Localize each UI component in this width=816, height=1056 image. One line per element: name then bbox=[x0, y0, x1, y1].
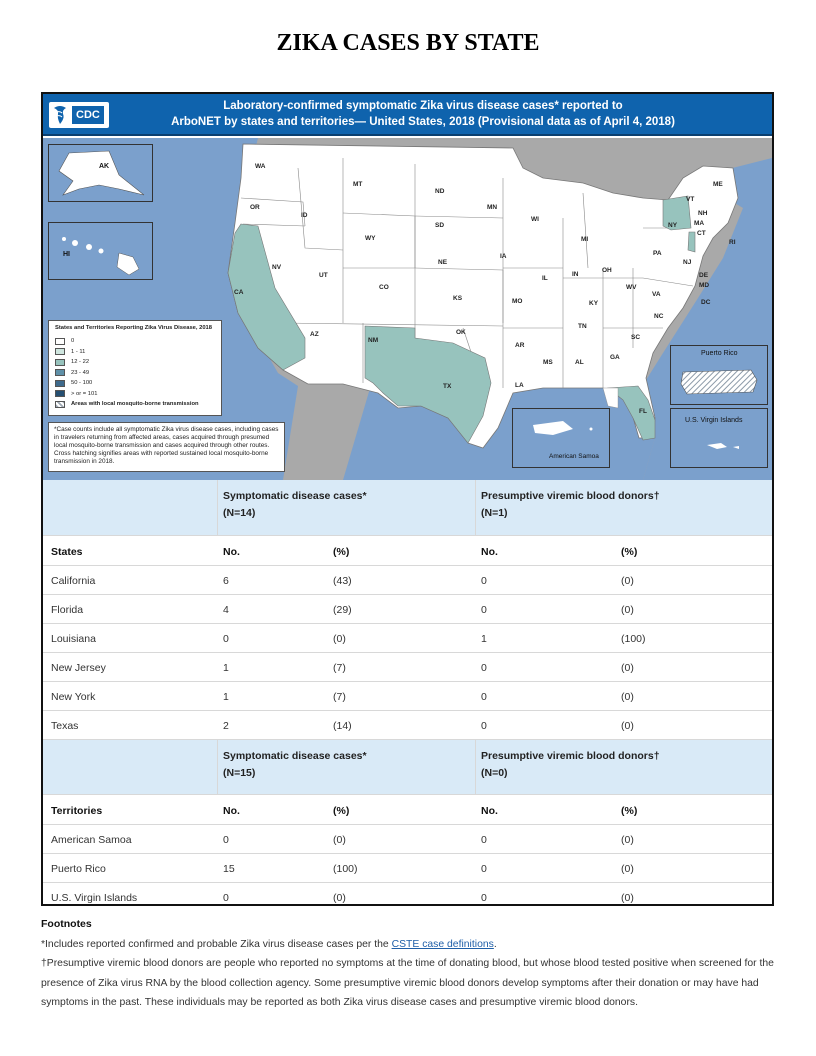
legend-item bbox=[55, 347, 215, 358]
state-label-ky: KY bbox=[589, 300, 599, 307]
puerto-rico-shape bbox=[671, 346, 767, 404]
cases-pct: (7) bbox=[333, 691, 346, 703]
cases-pct: (0) bbox=[333, 892, 346, 904]
legend-item bbox=[55, 336, 215, 347]
state-label-nm: NM bbox=[368, 337, 379, 344]
state-label-tn: TN bbox=[578, 323, 587, 330]
state-label-al: AL bbox=[575, 359, 584, 366]
territories-column-header-row bbox=[43, 794, 772, 824]
table-row bbox=[43, 710, 772, 739]
states-header-row bbox=[43, 480, 772, 535]
cases-no-header: No. bbox=[223, 805, 240, 817]
table-row bbox=[43, 594, 772, 623]
state-label-ga: GA bbox=[610, 354, 620, 361]
american-samoa-inset bbox=[512, 408, 610, 468]
donors-pct: (0) bbox=[621, 662, 634, 674]
group-header-count: (N=1) bbox=[481, 507, 508, 519]
legend-item bbox=[55, 357, 215, 368]
cases-pct: (14) bbox=[333, 720, 352, 732]
legend-item bbox=[55, 389, 215, 400]
state-label-pa: PA bbox=[653, 250, 662, 257]
state-label-vt: VT bbox=[686, 196, 695, 203]
donors-no: 0 bbox=[481, 604, 487, 616]
donors-no: 1 bbox=[481, 633, 487, 645]
state-label-sc: SC bbox=[631, 334, 641, 341]
legend-label: 50 - 100 bbox=[71, 380, 93, 387]
group-header-count: (N=0) bbox=[481, 767, 508, 779]
group-header-line: Symptomatic disease cases* bbox=[223, 750, 367, 762]
state-label-wy: WY bbox=[365, 235, 376, 242]
cases-no: 0 bbox=[223, 834, 229, 846]
legend-swatch bbox=[55, 369, 65, 376]
state-label-wa: WA bbox=[255, 163, 266, 170]
cases-table bbox=[43, 480, 772, 911]
state-label-fl: FL bbox=[639, 408, 647, 415]
footnote-1-text: *Includes reported confirmed and probable Zika virus disease cases per the bbox=[41, 938, 392, 950]
state-label-ny: NY bbox=[668, 222, 678, 229]
group-header-line: Symptomatic disease cases* bbox=[223, 490, 367, 502]
cases-pct: (0) bbox=[333, 633, 346, 645]
state-label-or: OR bbox=[250, 204, 260, 211]
cases-pct: (0) bbox=[333, 834, 346, 846]
state-name: California bbox=[51, 575, 96, 587]
cases-pct: (29) bbox=[333, 604, 352, 616]
state-label-ks: KS bbox=[453, 295, 463, 302]
group-header-line: Presumptive viremic blood donors† bbox=[481, 490, 660, 502]
territories-column-label: Territories bbox=[51, 805, 103, 817]
states-column-label: States bbox=[51, 546, 83, 558]
donors-no: 0 bbox=[481, 691, 487, 703]
state-label-ct: CT bbox=[697, 230, 706, 237]
legend-item bbox=[55, 378, 215, 389]
donors-pct-header: (%) bbox=[621, 546, 638, 558]
donors-no: 0 bbox=[481, 892, 487, 904]
territories-rows bbox=[43, 824, 772, 911]
cases-no: 0 bbox=[223, 892, 229, 904]
virgin-islands-inset bbox=[670, 408, 768, 468]
state-label-mt: MT bbox=[353, 181, 363, 188]
donors-pct: (0) bbox=[621, 863, 634, 875]
state-label-co: CO bbox=[379, 284, 389, 291]
hawaii-inset bbox=[48, 222, 153, 280]
page-title: ZIKA CASES BY STATE bbox=[276, 30, 540, 56]
table-row bbox=[43, 824, 772, 853]
cdc-figure bbox=[41, 92, 774, 906]
state-label-nc: NC bbox=[654, 313, 664, 320]
figure-banner bbox=[43, 94, 772, 136]
cases-pct: (100) bbox=[333, 863, 358, 875]
donors-pct-header: (%) bbox=[621, 805, 638, 817]
virgin-islands-shape bbox=[671, 409, 767, 467]
legend-swatch bbox=[55, 390, 65, 397]
map-legend bbox=[48, 320, 222, 416]
state-label-ia: IA bbox=[500, 253, 507, 260]
cases-pct-header: (%) bbox=[333, 805, 350, 817]
figure-title-line2: ArboNET by states and territories— United States, 2018 (Provisional data as of April 4, 2018) bbox=[171, 116, 675, 128]
cases-no-header: No. bbox=[223, 546, 240, 558]
cases-no: 1 bbox=[223, 691, 229, 703]
territory-name: American Samoa bbox=[51, 834, 132, 846]
donors-no-header: No. bbox=[481, 546, 498, 558]
legend-swatch bbox=[55, 380, 65, 387]
state-label-hi: HI bbox=[63, 251, 70, 258]
state-label-ut: UT bbox=[319, 272, 328, 279]
state-name: Florida bbox=[51, 604, 84, 616]
virgin-islands-label: U.S. Virgin Islands bbox=[685, 417, 743, 424]
legend-item bbox=[55, 399, 215, 410]
legend-label: 23 - 49 bbox=[71, 369, 90, 376]
cases-no: 0 bbox=[223, 633, 229, 645]
state-label-ok: OK bbox=[456, 329, 466, 336]
alaska-inset bbox=[48, 144, 153, 202]
cases-pct: (43) bbox=[333, 575, 352, 587]
states-rows bbox=[43, 565, 772, 739]
table-row bbox=[43, 565, 772, 594]
state-label-wv: WV bbox=[626, 284, 637, 291]
figure-title bbox=[143, 98, 703, 130]
legend-swatch bbox=[55, 359, 65, 366]
state-label-nv: NV bbox=[272, 264, 282, 271]
donors-pct: (0) bbox=[621, 575, 634, 587]
states-cases-group-header bbox=[223, 488, 367, 522]
donors-pct: (0) bbox=[621, 691, 634, 703]
puerto-rico-inset bbox=[670, 345, 768, 405]
cdc-logo bbox=[49, 102, 109, 128]
cases-no: 1 bbox=[223, 662, 229, 674]
case-count-note: *Case counts include all symptomatic Zika virus disease cases, including cases in travelers returning from affected areas, cases acquired through presumed local mosquito-borne transmission and cases acquired through other routes. Cross hatching signifies areas with reported sustained local mosquito-borne transmission in 2018. bbox=[48, 422, 285, 472]
cases-no: 2 bbox=[223, 720, 229, 732]
state-label-mo: MO bbox=[512, 298, 523, 305]
table-row bbox=[43, 623, 772, 652]
cases-no: 6 bbox=[223, 575, 229, 587]
state-label-nj: NJ bbox=[683, 259, 692, 266]
state-name: Texas bbox=[51, 720, 79, 732]
state-label-ms: MS bbox=[543, 359, 553, 366]
state-label-ma: MA bbox=[694, 220, 705, 227]
donors-pct: (0) bbox=[621, 834, 634, 846]
legend-swatch bbox=[55, 338, 65, 345]
group-header-line: Presumptive viremic blood donors† bbox=[481, 750, 660, 762]
table-row bbox=[43, 853, 772, 882]
puerto-rico-label: Puerto Rico bbox=[701, 350, 738, 357]
cdc-logo-text: CDC bbox=[72, 106, 104, 124]
footnote-1-suffix: . bbox=[493, 938, 497, 950]
donors-pct: (0) bbox=[621, 720, 634, 732]
state-label-ca: CA bbox=[234, 289, 244, 296]
us-map bbox=[43, 138, 772, 480]
legend-swatch-hatched bbox=[55, 401, 65, 408]
legend-label: 1 - 11 bbox=[71, 348, 86, 355]
states-column-header-row bbox=[43, 535, 772, 565]
new-jersey-shape bbox=[688, 232, 695, 252]
state-label-ne: NE bbox=[438, 259, 448, 266]
footnotes-title: Footnotes bbox=[41, 918, 92, 930]
donors-pct: (0) bbox=[621, 604, 634, 616]
legend-label: 12 - 22 bbox=[71, 359, 90, 366]
state-name: New York bbox=[51, 691, 96, 703]
legend-swatch bbox=[55, 348, 65, 355]
territory-name: U.S. Virgin Islands bbox=[51, 892, 138, 904]
state-label-md: MD bbox=[699, 282, 710, 289]
state-label-az: AZ bbox=[310, 331, 319, 338]
state-name: New Jersey bbox=[51, 662, 106, 674]
state-label-ak: AK bbox=[99, 163, 110, 170]
footnote-1 bbox=[41, 935, 786, 955]
state-label-mi: MI bbox=[581, 236, 589, 243]
state-label-il: IL bbox=[542, 275, 548, 282]
legend-label: 0 bbox=[71, 338, 75, 345]
alaska-shape bbox=[49, 145, 152, 201]
state-label-va: VA bbox=[652, 291, 661, 298]
state-label-tx: TX bbox=[443, 383, 452, 390]
state-label-dc: DC bbox=[701, 299, 711, 306]
cases-no: 15 bbox=[223, 863, 235, 875]
legend-item bbox=[55, 368, 215, 379]
donors-no: 0 bbox=[481, 575, 487, 587]
state-label-in: IN bbox=[572, 271, 579, 278]
state-label-ri: RI bbox=[729, 239, 736, 246]
donors-no-header: No. bbox=[481, 805, 498, 817]
table-row bbox=[43, 681, 772, 710]
footnotes bbox=[41, 915, 786, 1013]
state-label-nd: ND bbox=[435, 188, 445, 195]
american-samoa-label: American Samoa bbox=[549, 453, 599, 460]
donors-no: 0 bbox=[481, 834, 487, 846]
state-label-id: ID bbox=[301, 212, 308, 219]
state-label-oh: OH bbox=[602, 267, 612, 274]
state-label-wi: WI bbox=[531, 216, 539, 223]
cases-no: 4 bbox=[223, 604, 229, 616]
legend-title: States and Territories Reporting Zika Virus Disease, 2018 bbox=[55, 325, 213, 331]
cases-pct: (7) bbox=[333, 662, 346, 674]
table-row bbox=[43, 652, 772, 681]
donors-no: 0 bbox=[481, 863, 487, 875]
donors-no: 0 bbox=[481, 662, 487, 674]
donors-pct: (100) bbox=[621, 633, 646, 645]
state-name: Louisiana bbox=[51, 633, 96, 645]
territories-donors-group-header bbox=[481, 748, 660, 782]
territory-name: Puerto Rico bbox=[51, 863, 106, 875]
figure-title-line1: Laboratory-confirmed symptomatic Zika virus disease cases* reported to bbox=[223, 100, 623, 112]
territories-cases-group-header bbox=[223, 748, 367, 782]
state-label-la: LA bbox=[515, 382, 524, 389]
legend-label: Areas with local mosquito-borne transmission bbox=[71, 401, 199, 408]
state-label-de: DE bbox=[699, 272, 709, 279]
donors-no: 0 bbox=[481, 720, 487, 732]
state-label-ar: AR bbox=[515, 342, 525, 349]
eagle-icon bbox=[51, 104, 69, 126]
legend-label: > or = 101 bbox=[71, 390, 98, 397]
state-label-me: ME bbox=[713, 181, 723, 188]
cste-case-definitions-link[interactable]: CSTE case definitions bbox=[391, 938, 494, 950]
donors-pct: (0) bbox=[621, 892, 634, 904]
table-row bbox=[43, 882, 772, 911]
footnote-2: †Presumptive viremic blood donors are people who reported no symptoms at the time of donating blood, but whose blood tested positive when screened for the presence of Zika virus RNA by the blood collection agency. Some presumptive viremic blood donors develop symptoms after their donation or may have had symptoms in the past. These individuals may be reported as both Zika virus disease cases and presumptive viremic blood donors. bbox=[41, 958, 774, 1009]
states-donors-group-header bbox=[481, 488, 660, 522]
state-label-sd: SD bbox=[435, 222, 445, 229]
group-header-count: (N=15) bbox=[223, 767, 256, 779]
state-label-mn: MN bbox=[487, 204, 498, 211]
territories-header-row bbox=[43, 739, 772, 794]
group-header-count: (N=14) bbox=[223, 507, 256, 519]
state-label-nh: NH bbox=[698, 210, 708, 217]
cases-pct-header: (%) bbox=[333, 546, 350, 558]
